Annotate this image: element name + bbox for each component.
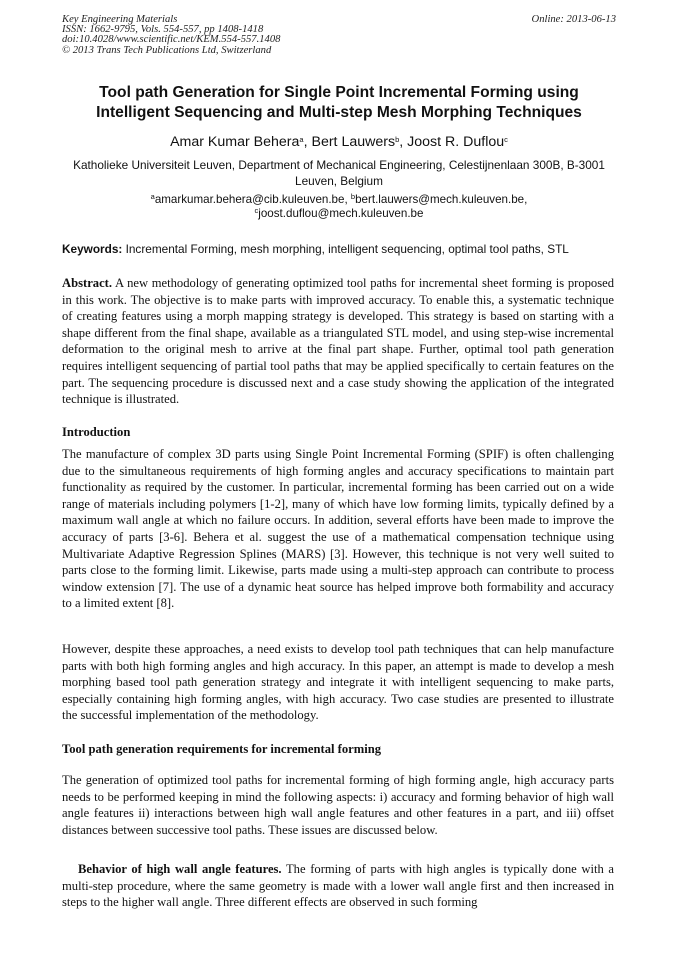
introduction-paragraph-1: The manufacture of complex 3D parts using Single Point Incremental Forming (SPIF) is often challenging due to the simultaneous requirements of high forming angles and accuracy specifications to maintain part functionality as required by the customer. In particular, incremental forming has been carried out on a wide range of materials including polymers [1-2], many of which have low forming limits, typically defined by a maximum wall angle at which no failure occurs. In addition, several efforts have been made to improve the accuracy of parts [3-6]. Behera et al. suggest the use of a mathematical compensation technique using Multivariate Adaptive Regression Splines (MARS) [3]. However, this technique is not very well suited to parts close to the forming limit. Likewise, parts made using a multi-step approach can contribute to process window extension [7]. The use of a dynamic heat source has helped improve both formability and accuracy to a limited extent [8]. xyxy=(62,447,614,611)
introduction-heading: Introduction xyxy=(62,425,131,439)
behavior-label: Behavior of high wall angle features. xyxy=(78,862,282,876)
author-list xyxy=(40,133,638,151)
journal-header xyxy=(62,15,280,56)
email-address[interactable]: joost.duflou@mech.kuleuven.be xyxy=(258,207,424,220)
abstract-paragraph xyxy=(62,275,614,408)
email-list xyxy=(55,193,623,221)
abstract-text: A new methodology of generating optimized tool paths for incremental sheet forming is proposed in this work. The objective is to make parts with improved accuracy. To enable this, a systematic technique of creating features using a morph mapping strategy is developed. This strategy is based on starting with a shape different from the final shape, available as a triangulated STL model, and using step-wise incremental deformation to the original mesh to arrive at the final part shape. Further, optimal tool path generation requires intelligent sequencing of partial tool paths that may be applied specifically to certain features on the part. The sequencing procedure is discussed next and a case study showing the application of the integrated technique is illustrated. xyxy=(62,276,614,407)
author-separator: , xyxy=(303,134,312,150)
email-address[interactable]: amarkumar.behera@cib.kuleuven.be xyxy=(154,193,345,206)
behavior-paragraph xyxy=(62,861,614,911)
email-separator: , xyxy=(344,193,351,206)
title-line-2: Intelligent Sequencing and Multi-step Mesh Morphing Techniques xyxy=(96,104,582,121)
online-date: Online: 2013-06-13 xyxy=(531,14,616,25)
paper-title xyxy=(40,83,638,123)
issn-line: ISSN: 1662-9795, Vols. 554-557, pp 1408-1418 xyxy=(62,24,264,36)
email-address[interactable]: bert.lauwers@mech.kuleuven.be xyxy=(355,193,525,206)
requirements-paragraph: The generation of optimized tool paths for incremental forming of high forming angle, high accuracy parts needs to be performed keeping in mind the following aspects: i) accuracy and forming behavior of high wall angle features ii) interactions between high wall angle features and other features in a part, and iii) offset distances between successive tool paths. These issues are discussed below. xyxy=(62,773,614,837)
email-mark: b xyxy=(350,192,356,201)
keywords-label: Keywords: xyxy=(62,242,123,256)
requirements-heading: Tool path generation requirements for incremental forming xyxy=(62,742,382,756)
keywords-line xyxy=(62,241,622,257)
abstract-label: Abstract. xyxy=(62,276,113,290)
author-mark: a xyxy=(299,135,304,144)
doi-line: doi:10.4028/www.scientific.net/KEM.554-557.1408 xyxy=(62,34,281,46)
keywords-text: Incremental Forming, mesh morphing, intelligent sequencing, optimal tool paths, STL xyxy=(122,242,569,256)
author-mark: b xyxy=(395,135,400,144)
introduction-paragraph-2: However, despite these approaches, a need exists to develop tool path techniques that can help manufacture parts with both high forming angles and high accuracy. In this paper, an attempt is made to develop a mesh morphing based tool path generation strategy and integrate it with intelligent sequencing to make parts, especially containing high forming angles, with high accuracy. Two case studies are presented to illustrate the successful implementation of the methodology. xyxy=(62,642,614,723)
email-mark: c xyxy=(254,206,259,215)
author-name: Amar Kumar Behera xyxy=(170,134,300,150)
journal-name: Key Engineering Materials xyxy=(62,14,178,25)
author-name: Joost R. Duflou xyxy=(407,134,505,150)
email-mark: a xyxy=(150,192,155,201)
email-separator: , xyxy=(524,193,528,206)
copyright-line: © 2013 Trans Tech Publications Ltd, Switzerland xyxy=(62,44,272,56)
behavior-text: The forming of parts with high angles is typically done with a multi-step procedure, where the same geometry is made with a lower wall angle first and then increased in steps to the higher wall angle. Three different effects are observed in such forming xyxy=(62,862,614,910)
affiliation: Katholieke Universiteit Leuven, Department of Mechanical Engineering, Celestijnenlaan 300B, B-3001 Leuven, Belgium xyxy=(73,158,605,188)
author-separator: , xyxy=(399,134,408,150)
title-line-1: Tool path Generation for Single Point Incremental Forming using xyxy=(99,84,579,101)
author-mark: c xyxy=(504,135,508,144)
author-name: Bert Lauwers xyxy=(311,134,396,150)
